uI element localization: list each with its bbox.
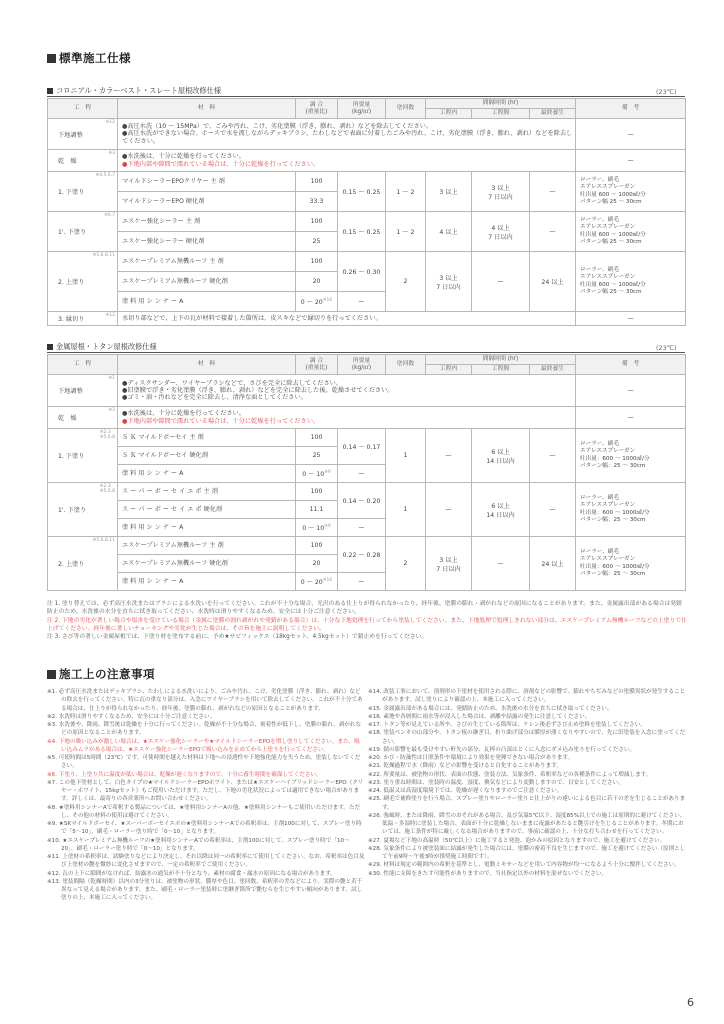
process-note-ref: ※2.3 ※5.6.8 (99, 484, 115, 494)
ratio-note-ref: ※10 (322, 577, 333, 583)
table2 (47, 354, 686, 591)
header-remarks: 備 考 (576, 99, 686, 119)
coverage-cell: 0.15 ～ 0.25 (338, 212, 386, 252)
material-cell: 塗 料 用 シ ン ナ ー A (118, 292, 296, 312)
note-item: ※13. 塗装間隔（乾燥時間）以内の3分塗りは、被塗物の形状、膜厚や色目、塗回数、希釈率の差などにより、実際の艶と若干異なって見える場合があります。また、刷毛・ローラー塗装時に塗継ぎ箇所で艶むらを生じやすい傾向があります。試し塗りの上、本施工に入ってください。 (47, 878, 363, 902)
row-description-text: ●水洗後は、十分に乾燥を行ってください。 (122, 410, 245, 418)
process-note-ref: ※4.5.6.7 (95, 173, 115, 178)
table1-title: コロニアル・カラーベスト・スレート屋根改修仕様 (56, 86, 222, 95)
table1-title-block (47, 86, 221, 96)
process-label: 2. 上塗り (58, 561, 85, 568)
note-item: ※3. 水洗後や、降雨、降雪後は乾燥を十分に行ってください。乾燥が不十分な場合、密着性が低下し、塗膜の膨れ、剥がれなどの原因となることがあります。 (47, 722, 362, 737)
interval-same-cell: 3 以上 (426, 172, 472, 212)
note-item: ※21. 乾燥過程で水（降雨）などの影響を受けると白化することがあります。 (368, 763, 562, 770)
remarks-cell: ローラー、刷毛 エアレススプレーガン 吐出量 600 ～ 1000㎖/分 パターン幅 25 ～ 30cm (576, 212, 686, 252)
note-item: ※27. 夏場など下地の高温時（50℃以上）に施工すると発泡、泡かみの原因となりますので、施工を避けてください。 (368, 837, 666, 844)
coverage-cell: 0.26 ～ 0.30 (338, 252, 386, 292)
process-cell (48, 429, 118, 483)
interval-between-cell: — (472, 252, 530, 312)
ratio-cell: 11.1 (296, 501, 338, 519)
interval-final-cell: 24 以上 (530, 252, 576, 312)
process-cell (48, 312, 118, 326)
row-description-text: ●水洗後は、十分に乾燥を行ってください。 (122, 153, 245, 161)
remarks-cell: — (576, 375, 686, 407)
ratio-cell: 20 (296, 272, 338, 292)
note-item: ※8. ★塗料用シンナーAで希釈する製品については、★塗料用シンナーAの他、★塗料用シンナーもご使用いただけます。ただし、その他の材料の使用は避けてください。 (47, 804, 361, 819)
material-cell: マイルドシーラーEPO 硬化剤 (118, 192, 296, 212)
interval-same-cell: 3 以上 7 日以内 (426, 537, 472, 591)
material-cell: マイルドシーラーEPOクリヤー 主 剤 (118, 172, 296, 192)
note-item: ※25. 刷毛で補修塗りを行う場合、スプレー塗りやローラー塗りと仕上がりの違いによる色目に若干の差を生じることがあります。 (368, 796, 686, 811)
note-item: ※12. 瓦の上下に隙間がなければ、結露水の通気が不十分となり、素材の腐食・漏水の原因になる場合があります。 (47, 870, 337, 877)
header-remarks: 備 考 (576, 355, 686, 375)
ratio-value: 0 ～ 20 (300, 579, 323, 586)
interval-final-cell: — (530, 172, 576, 212)
header-process: 工 程 (48, 99, 118, 119)
coats-cell: 1 (386, 483, 426, 537)
table-row (48, 375, 686, 407)
table-row (48, 407, 686, 429)
note-item: ※29. 材料は規定の範囲内の希釈を基準とし、電動ミキサーなどを用いて内容物が均一になるよう十分に攪拌してください。 (368, 862, 680, 869)
coverage-cell: 0.22 ～ 0.28 (338, 537, 386, 573)
ratio-cell: 33.3 (296, 192, 338, 212)
ratio-cell: 100 (296, 537, 338, 555)
coverage-cell: — (338, 573, 386, 591)
row-description: ●高圧水洗（10 ～ 15MPa）で、ごみや汚れ、こけ、劣化塗膜（浮き、膨れ、剥れ）などを除去してください。 ●高圧水洗ができない場合、ホースで水を流しながらデッキブラシ、たわしなどで表面に付着したごみや汚れ、こけ、劣化塗膜（浮き、膨れ、剥れ）などを除去してください。 (118, 119, 576, 150)
process-note-ref: ※1 (108, 376, 115, 381)
table-notes (47, 600, 687, 641)
interval-between-cell: 3 以上 7 日以内 (472, 172, 530, 212)
table1-rule (47, 96, 685, 97)
coats-cell: 1 ～ 2 (386, 172, 426, 212)
table-row (48, 119, 686, 150)
table-note: 注 2. 下地の劣化が著しい場合や塩害を受けている場合（金属に塗膜の割れ剥がれや発錆がある場合）は、十分な下地処理を行ってから塗装してください。また、下地処理で処理しきれない部分は、エスケープレミアム無機ルーフなどの上塗りで仕上げてください。経年後に著しいチョーキングや劣化が生じた場合は、その旨を施主に説明してください。 (47, 617, 687, 632)
note-item: ※9. ★SKマイルドボーセイ、★スーパーボーセイエポの★塗料用シンナーAでの希釈率は、主剤100に対して、スプレー塗り時で「5～10」、刷毛・ローラー塗り時で「0～10」となります。 (47, 821, 362, 836)
ratio-cell (296, 573, 338, 591)
process-note-ref: ※2.3 ※5.6.8 (99, 430, 115, 440)
square-bullet-icon (47, 344, 53, 350)
header-coverage: 所要量 (kg/㎡) (338, 99, 386, 119)
material-cell: エスケープレミアム無機ルーフ 主 剤 (118, 252, 296, 272)
table-row (48, 312, 686, 326)
row-description: ●ディスクサンダー、ワイヤーブラシなどで、さびを完全に除去してください。 ●旧塗膜で浮き・劣化塗膜（浮き、膨れ、剥れ）などを完全に除去した後、乾燥させてください。 ●ゴミ・油・汚れなどを完全に除去し、清浄な面としてください。 (118, 375, 576, 407)
table2-temperature: (23℃) (656, 344, 677, 352)
header-ratio: 調 合 (重量比) (296, 99, 338, 119)
table2-title: 金属屋根・トタン屋根改修仕様 (56, 342, 157, 351)
material-cell: エスケープレミアム無機ルーフ 硬化剤 (118, 272, 296, 292)
material-cell: 塗 料 用 シ ン ナ ー A (118, 519, 296, 537)
header-interval-between: 工程間 (472, 109, 530, 119)
process-label: 2. 上塗り (58, 279, 85, 286)
interval-between-cell: 6 以上 14 日以内 (472, 483, 530, 537)
table-row (48, 150, 686, 172)
header-interval-same: 工程内 (426, 365, 472, 375)
table1-temperature: (23℃) (656, 88, 677, 96)
ratio-cell (296, 519, 338, 537)
note-item: ※15. 金属露出部がある場合には、発錆防止のため、水洗後の水分を直ちに拭き取ってください。 (368, 705, 613, 712)
note-item: ※2. 水洗時は滑りやすくなるため、安全には十分ご注意ください。 (47, 713, 216, 720)
note-item: ※18. 塗装ペンキの山部分や、トタン板の継ぎ目、折り曲げ部分は膜厚が薄くなりやすいので、先に旧塗装を入念に塗ってください。 (368, 730, 686, 745)
note-item: ※11. 上塗材の希釈率は、試験塗りなどにより決定し、それ以降は同一の希釈率にて使用してください。なお、希釈率は色目及び上塗材の艶を微妙に変化させますので、一定の希釈率でご使用ください。 (47, 854, 365, 869)
remarks-cell: ローラー、刷毛 エアレススプレーガン 吐出量：600 ～ 1000㎖/分 パターン幅：25 ～ 30cm (576, 537, 686, 591)
header-coverage: 所要量 (kg/㎡) (338, 355, 386, 375)
header-interval-final: 最終養生 (530, 365, 576, 375)
remarks-cell: — (576, 312, 686, 326)
remarks-cell: — (576, 119, 686, 150)
process-cell (48, 150, 118, 172)
ratio-cell: 25 (296, 447, 338, 465)
ratio-cell: 100 (296, 172, 338, 192)
row-description (118, 150, 576, 172)
row-description (118, 407, 576, 429)
coats-cell: 1 (386, 429, 426, 483)
ratio-value: 0 ～ 10 (302, 525, 325, 532)
coverage-cell: 0.14 ～ 0.17 (338, 429, 386, 465)
note-item: ※20. かび・防藻性は日照条件や環境により効果を発揮できない場合があります。 (368, 755, 574, 761)
row-description: 水切り部などで、上下の瓦が材料で接着した箇所は、皮スキなどで縁切りを行ってください。 (118, 312, 576, 326)
remarks-cell: ローラー、刷毛 エアレススプレーガン 吐出量：600 ～ 1000㎖/分 パターン幅：25 ～ 30cm (576, 429, 686, 483)
process-cell (48, 212, 118, 252)
material-cell: 塗 料 用 シ ン ナ ー A (118, 465, 296, 483)
interval-final-cell: 24 以上 (530, 537, 576, 591)
note-item: ※23. 塗り重ね時間は、塗装時の温度、湿度、換気などにより変動しますので、目安としてください。 (368, 779, 624, 786)
process-label: 1. 下塗り (58, 189, 85, 196)
table1 (47, 98, 686, 326)
remarks-cell: ローラー、刷毛 エアレススプレーガン 吐出量：600 ～ 1000㎖/分 パターン幅：25 ～ 30cm (576, 483, 686, 537)
ratio-cell: 100 (296, 429, 338, 447)
process-note-ref: ※3 (108, 151, 115, 156)
interval-same-cell: 3 以上 7 日以内 (426, 252, 472, 312)
ratio-cell (296, 465, 338, 483)
interval-same-cell: — (426, 429, 472, 483)
process-cell (48, 375, 118, 407)
header-ratio: 調 合 (重量比) (296, 355, 338, 375)
interval-final-cell: — (530, 212, 576, 252)
material-cell: エスケー強化シーラー 硬化剤 (118, 232, 296, 252)
header-interval-final: 最終養生 (530, 109, 576, 119)
remarks-cell: — (576, 150, 686, 172)
header-material: 材 料 (118, 355, 296, 375)
process-note-ref: ※12 (105, 120, 115, 125)
page-number: 6 (687, 996, 694, 1009)
note-item: ※10. ★エスケープレミアム無機ルーフの★塗料用シンナーAでの希釈率は、主剤100に対して、スプレー塗り時で「10～20」、刷毛・ローラー塗り時で「0～10」となります。 (47, 837, 350, 852)
interval-same-cell: 4 以上 (426, 212, 472, 252)
process-note-ref: ※5.6.8.11 (92, 253, 115, 258)
note-item: ※22. 所要量は、被塗物の形状、表面の状態、塗装方法、気象条件、希釈率などの各種条件によって増減します。 (368, 771, 652, 778)
process-label: 下地調整 (58, 388, 83, 395)
table-row (48, 429, 686, 447)
table-row (48, 537, 686, 555)
note-item: ※30. 性能に支障をきたす可能性がありますので、当社指定以外の材料を混ぜないでください。 (368, 870, 608, 877)
material-cell: Ｓ Ｋ マイルドボーセイ 主 剤 (118, 429, 296, 447)
table-row (48, 172, 686, 192)
note-item: ※17. トタン等が見えている所や、さびの生じている箇所は、ケレン後必ずさび止め塗料を塗装してください。 (368, 722, 646, 728)
square-bullet-icon (47, 88, 53, 94)
notes-right-column (368, 688, 686, 878)
process-cell (48, 172, 118, 212)
note-item: ※24. 低温又は高湿度環境下では、乾燥が遅くなりますのでご注意ください。 (368, 788, 563, 794)
process-label: 1'. 下塗り (58, 507, 87, 514)
coats-cell: 1 ～ 2 (386, 212, 426, 252)
page-title-block (47, 50, 131, 66)
ratio-cell: 100 (296, 483, 338, 501)
note-item: ※6. 下塗り、上塗り共に温度が低い場合は、乾燥が遅くなりますので、十分に養生時間を確保してください。 (47, 771, 322, 778)
ratio-cell: 100 (296, 252, 338, 272)
coverage-cell: — (338, 519, 386, 537)
header-coats: 塗回数 (386, 99, 426, 119)
notes-title: 施工上の注意事項 (59, 667, 155, 681)
remarks-cell: — (576, 407, 686, 429)
coverage-cell: 0.15 ～ 0.25 (338, 172, 386, 212)
header-interval-same: 工程内 (426, 109, 472, 119)
note-item: ※5. 可使時間は5時間（23℃）です。可使時間を越えた材料は下地への浸透性や下地強化能力を失うため、塗装しないでください。 (47, 755, 361, 770)
table-row (48, 212, 686, 232)
note-item: ※19. 錆の影響を最も受けやすい軒先の部分、瓦棒の凸部はとくに入念にダメ込み塗りを行ってください。 (368, 746, 636, 753)
coats-cell: 2 (386, 537, 426, 591)
coverage-cell: — (338, 292, 386, 312)
remarks-cell: ローラー、刷毛 エアレススプレーガン 吐出量 600 ～ 1000㎖/分 パターン幅 25 ～ 30cm (576, 252, 686, 312)
ratio-note-ref: ※9 (324, 523, 331, 529)
coats-cell: 2 (386, 252, 426, 312)
material-cell: エスケープレミアム無機ルーフ 硬化剤 (118, 555, 296, 573)
ratio-value: 0 ～ 20 (300, 299, 323, 306)
coverage-cell: — (338, 465, 386, 483)
process-note-ref: ※5.6.8.11 (92, 538, 115, 543)
process-note-ref: ※6.7 (104, 213, 115, 218)
note-item: ※7. この他下塗材として、白色タイプの★マイルドシーラーEPOホワイト、または★エスケーハイブリッドシーラーEPO（クリヤー・ホワイト、15kgセット）もご使用いただけます。ただし、下地の劣化状況によっては適用できない場合があります。詳しくは、最寄りの各営業所へお問い合わせください。 (47, 779, 364, 803)
process-cell (48, 537, 118, 591)
interval-final-cell: — (530, 429, 576, 483)
row-warning-text: ●下地内部や隙間で濡れている場合は、十分に乾燥を行ってください。 (122, 417, 320, 425)
table-row (48, 483, 686, 501)
material-cell: エスケープレミアム無機ルーフ 主 剤 (118, 537, 296, 555)
note-item: ※26. 強風時、または降雨、降雪のおそれがある場合、及び気温5℃以下、湿度85%以上での施工は原則的に避けてください。低温・多湿時に塗装した場合、表面が十分に乾燥しないままに夜露があたると艶引けを生じることがあります。冬期においては、施工条件が特に厳しくなる場合がありますので、事前に確認の上、十分な打ち合わせを行ってください。 (368, 812, 686, 836)
ratio-cell (296, 292, 338, 312)
interval-between-cell: 6 以上 14 日以内 (472, 429, 530, 483)
ratio-value: 0 ～ 10 (302, 471, 325, 478)
process-label: 3. 縁切り (58, 316, 85, 323)
process-cell (48, 407, 118, 429)
process-cell (48, 483, 118, 537)
note-item: ※4. 下地の吸い込みが激しい場合は、★エスケー強化シーラーや★マイルドシーラーEPOを増し塗りしてください。また、吸い込みムラがある場合は、★エスケー強化シーラーEPOで吸い込みを止めてから上塗りを行ってください。 (47, 738, 360, 753)
process-label: 乾 燥 (58, 158, 77, 165)
header-process: 工 程 (48, 355, 118, 375)
interval-final-cell: — (530, 483, 576, 537)
remarks-cell: ローラー、刷毛 エアレススプレーガン 吐出量 600 ～ 1000㎖/分 パターン幅 25 ～ 30cm (576, 172, 686, 212)
ratio-note-ref: ※10 (322, 297, 333, 303)
material-cell: エスケー強化シーラー 主 剤 (118, 212, 296, 232)
material-cell: ス ー パ ー ボ ー セ イ エ ポ 主 剤 (118, 483, 296, 501)
ratio-cell: 100 (296, 212, 338, 232)
process-note-ref: ※12 (105, 313, 115, 318)
notes-left-column (47, 688, 365, 903)
process-cell (48, 252, 118, 312)
note-item: ※28. 気象条件により被塗装面に結露が発生した場合には、塗膜の密着不良を生じますので、施工を避けてください（原則として午前9時～午後3時が推奨施工時間です）。 (368, 845, 686, 860)
table-note: 注 1. 塗り替えでは、必ず高圧水洗またはブラシによる水洗いを行ってください。これが不十分な場合、光沢のある仕上りが得られなかったり、経年後、塗膜の膨れ・剥がれなどの原因になることがあります。また、金属露出部がある場合は発錆防止のため、水洗後の水分を直ちに拭き取ってください。水洗時は滑りやすくなるため、安全には十分ご注意ください。 (47, 601, 682, 616)
process-cell (48, 119, 118, 150)
square-bullet-icon (47, 670, 56, 679)
material-cell: Ｓ Ｋ マイルドボーセイ 硬化剤 (118, 447, 296, 465)
coverage-cell: 0.14 ～ 0.20 (338, 483, 386, 519)
interval-same-cell: — (426, 483, 472, 537)
square-bullet-icon (47, 54, 56, 63)
process-label: 乾 燥 (58, 415, 77, 422)
process-label: 1'. 下塗り (58, 229, 87, 236)
header-interval: 間隔時間 (hr) (426, 355, 576, 365)
note-item: ※1. 必ず高圧水洗またはデッキブラシ、たわしによる水洗いにより、ごみや汚れ、こけ、劣化塗膜（浮き、膨れ、剥れ）などの除去を行ってください。特に瓦の重なり部分は、入念にワイヤーブラシを用いて除去してください。これが不十分である場合は、仕上りが得られなかったり、経年後、塗膜の膨れ、剥がれなどの原因となることがあります。 (47, 689, 363, 712)
header-material: 材 料 (118, 99, 296, 119)
table-note: 注 3. さび等の著しい金属屋根では、下塗り材を塗布する前に、予め★サビフィックス（18kgセット、4.5kgセット）で錆止めを行ってください。 (47, 634, 428, 641)
table-row (48, 252, 686, 272)
interval-between-cell: — (472, 537, 530, 591)
table2-rule (47, 352, 685, 353)
process-note-ref: ※3 (108, 408, 115, 413)
header-interval: 間隔時間 (hr) (426, 99, 576, 109)
notes-title-block (47, 666, 155, 682)
ratio-cell: 25 (296, 232, 338, 252)
process-label: 下地調整 (58, 131, 83, 139)
interval-between-cell: 4 以上 7 日以内 (472, 212, 530, 252)
table2-title-block (47, 342, 157, 352)
ratio-cell: 20 (296, 555, 338, 573)
row-warning-text: ●下地内部や隙間で濡れている場合は、十分に乾燥を行ってください。 (122, 160, 320, 168)
material-cell: ス ー パ ー ボ ー セ イ エ ポ 硬化剤 (118, 501, 296, 519)
header-coats: 塗回数 (386, 355, 426, 375)
page-title: 標準施工仕様 (59, 51, 131, 65)
material-cell: 塗 料 用 シ ン ナ ー A (118, 573, 296, 591)
note-item: ※14. 改装工事において、溶剤形の下塗材を使用される際に、溶剤などの影響で、膨れやちぢみなどの塗膜異状が発生することがあります。試し塗りにより確認の上、本施工に入ってください。 (368, 689, 686, 704)
note-item: ※16. 素地や各層間に雨水等が浸入した場合は、剥離や結露の発生に注意してください。 (368, 713, 591, 720)
header-interval-between: 工程間 (472, 365, 530, 375)
ratio-note-ref: ※9 (324, 469, 331, 475)
process-label: 1. 下塗り (58, 453, 85, 460)
